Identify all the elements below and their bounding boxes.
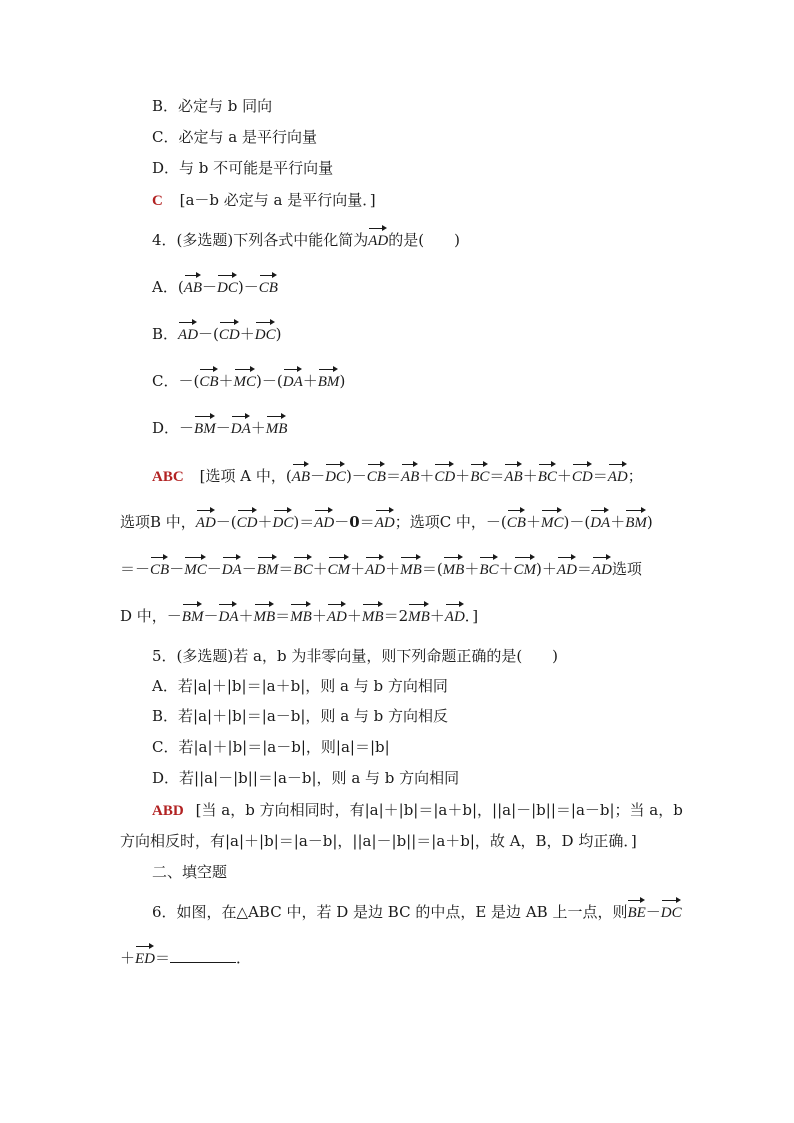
q4-d-label: D． [152, 419, 180, 437]
q6-vector-ed: ED [135, 951, 156, 967]
q6-end: ． [236, 949, 252, 967]
answer-3 [152, 190, 376, 211]
q5-option-b: B．若|a|＋|b|＝|a－b|，则 a 与 b 方向相反 [152, 707, 449, 725]
q5-answer-text1: [当 a，b 方向相同时，有|a|＋|b|＝|a＋b|，||a|－|b||＝|a－b|；当 a，b [195, 801, 683, 819]
q4-b-label: B． [152, 325, 179, 343]
q4-answer-line4: D 中，－BM－DA＋MB＝MB＋AD＋MB＝2MB＋AD．] [120, 607, 479, 625]
q4-c-label: C． [152, 372, 179, 390]
q4-option-c: C．－(CB＋MC)－(DA＋BM) [152, 372, 346, 390]
q4-stem-post: 的是( ) [388, 231, 460, 249]
section-title: 二、填空题 [152, 863, 228, 881]
q4-answer-line3: ＝－CB－MC－DA－BM＝BC＋CM＋AD＋MB＝(MB＋BC＋CM)＋AD＝AD选项 [120, 560, 642, 578]
q6-vector-dc: DC [660, 905, 682, 921]
q5-answer-line1 [152, 800, 683, 821]
q4-answer-line1: ABC [选项 A 中，(AB－DC)－CB＝AB＋CD＋BC＝AB＋BC＋CD＝AD； [152, 467, 643, 485]
q6-plus: ＋ [120, 949, 136, 967]
answer-blank[interactable] [170, 948, 236, 963]
q4-answer-line2: 选项B 中，AD－(CD＋DC)＝AD－0＝AD；选项C 中，－(CB＋MC)－(DA＋BM) [120, 513, 653, 531]
q6-stem-pre: 6．如图，在△ABC 中，若 D 是边 BC 的中点，E 是边 AB 上一点，则 [152, 903, 628, 921]
q5-option-d: D．若||a|－|b||＝|a－b|，则 a 与 b 方向相同 [152, 769, 460, 787]
q6-vector-be: BE [627, 905, 646, 921]
answer-3-text: [a－b 必定与 a 是平行向量．] [179, 191, 376, 209]
q4-option-b: B．AD－(CD＋DC) [152, 325, 282, 343]
q5-answer-line2: 方向相反时，有|a|＋|b|＝|a－b|，||a|－|b||＝|a＋b|，故 A，B，D 均正确．] [120, 832, 637, 850]
q5-stem: 5．(多选题)若 a，b 为非零向量，则下列命题正确的是( ) [152, 647, 559, 665]
q4-option-a: A．(AB－DC)－CB [152, 278, 278, 296]
q5-option-a: A．若|a|＋|b|＝|a＋b|，则 a 与 b 方向相同 [152, 677, 448, 695]
answer-3-letter: C [152, 193, 163, 209]
q4-option-d: D．－BM－DA＋MB [152, 419, 288, 437]
q4-stem [152, 230, 460, 251]
q6-stem-line1 [152, 902, 682, 923]
q5-option-c: C．若|a|＋|b|＝|a－b|，则|a|＝|b| [152, 738, 390, 756]
option-c-prev: C．必定与 a 是平行向量 [152, 128, 317, 146]
q6-equals: ＝ [155, 949, 171, 967]
option-d-prev: D．与 b 不可能是平行向量 [152, 159, 334, 177]
q4-stem-pre: 4．(多选题)下列各式中能化简为 [152, 231, 369, 249]
q6-minus: － [645, 903, 661, 921]
q4-vector-ad: AD [368, 233, 389, 249]
option-b-prev: B．必定与 b 同向 [152, 97, 273, 115]
q5-answer-letter: ABD [152, 803, 184, 819]
q4-a-label: A． [152, 278, 178, 296]
q4-answer-letter: ABC [152, 469, 184, 485]
q6-stem-line2 [120, 948, 251, 969]
